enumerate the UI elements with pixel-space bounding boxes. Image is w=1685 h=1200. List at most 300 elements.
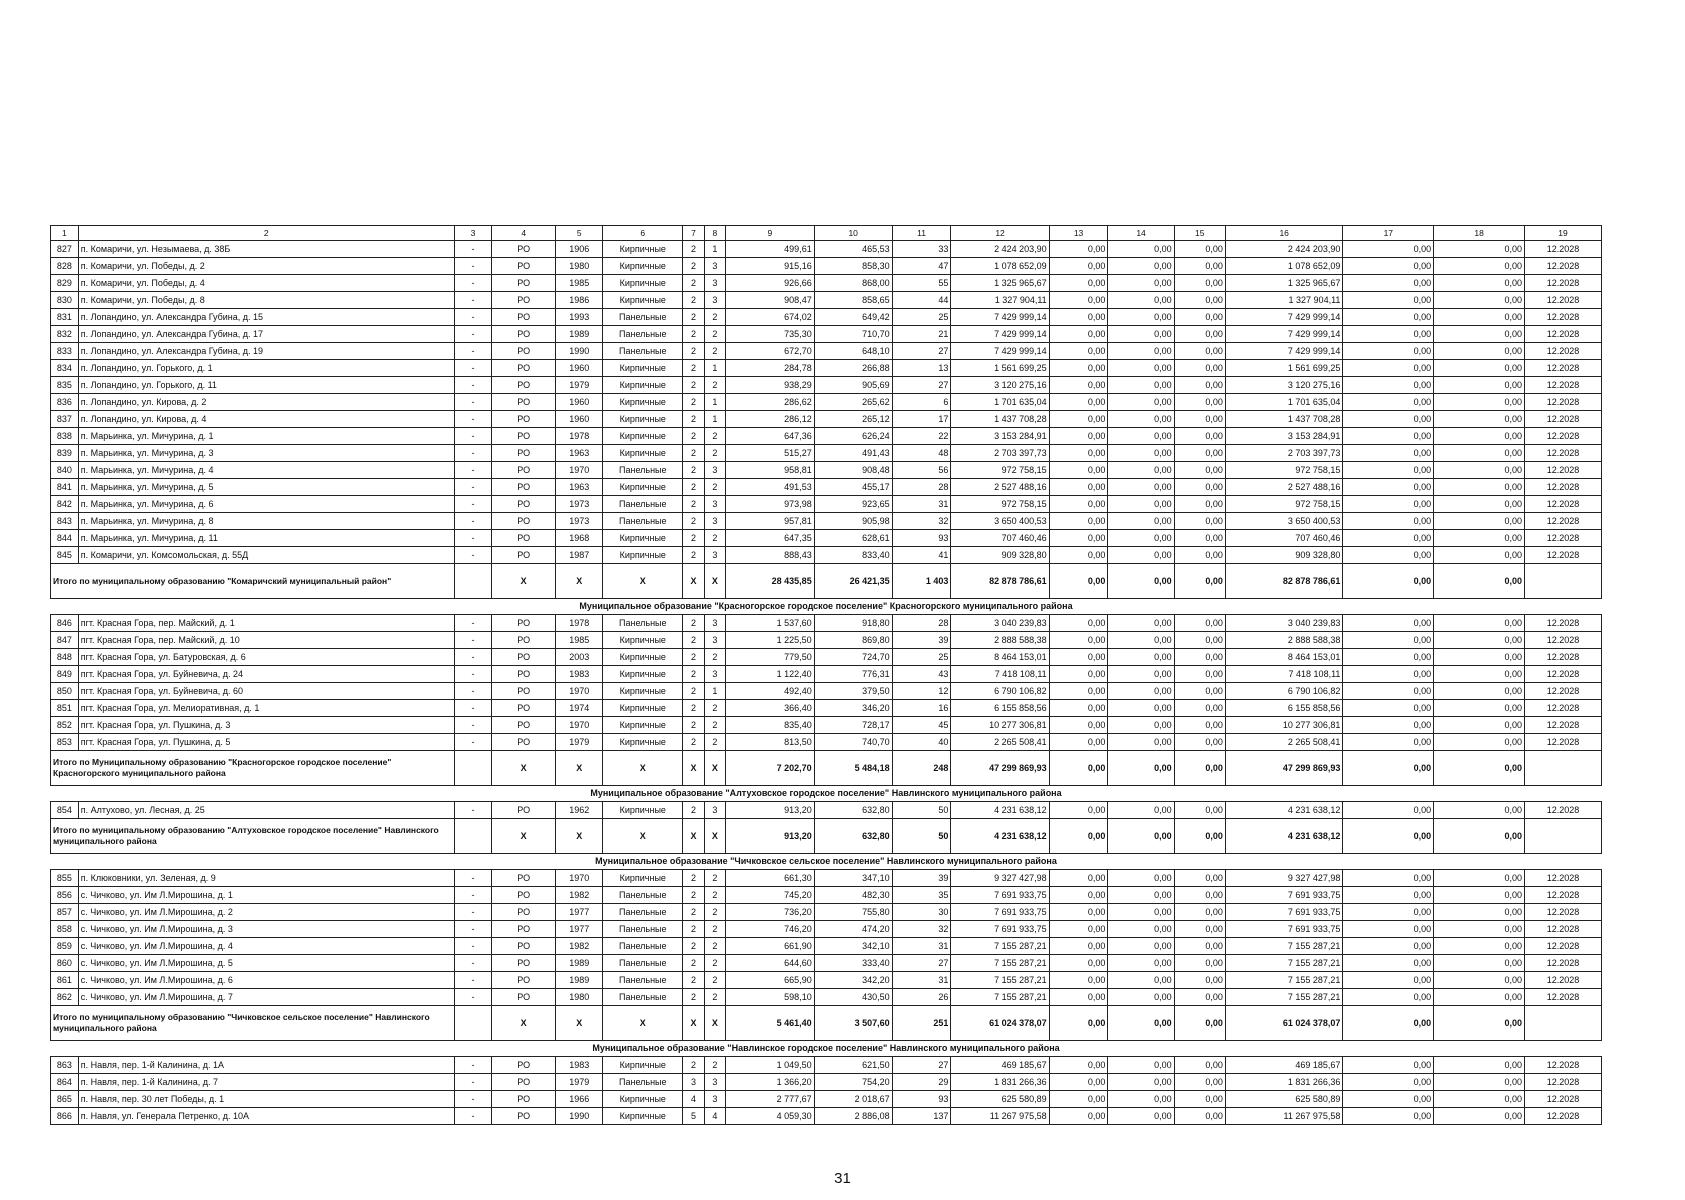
table-cell: РО (492, 700, 556, 717)
table-cell: 11 267 975,58 (951, 1108, 1049, 1125)
table-cell: 7 155 287,21 (1225, 938, 1343, 955)
table-cell: п. Лопандино, ул. Александра Губина, д. 15 (78, 309, 454, 326)
table-cell: 1 325 965,67 (1225, 275, 1343, 292)
table-cell: РО (492, 309, 556, 326)
table-cell: 854 (51, 802, 79, 819)
table-cell: 21 (892, 326, 951, 343)
table-cell: 366,40 (726, 700, 815, 717)
table-cell: 7 429 999,14 (951, 343, 1049, 360)
table-cell: 0,00 (1434, 275, 1525, 292)
table-cell: 0,00 (1049, 615, 1108, 632)
table-cell: 2 (704, 955, 725, 972)
table-cell: п. Лопандино, ул. Горького, д. 11 (78, 377, 454, 394)
subtotal-cell (454, 819, 491, 854)
table-cell: 0,00 (1434, 513, 1525, 530)
table-cell: - (454, 1108, 491, 1125)
table-cell: 0,00 (1434, 1108, 1525, 1125)
table-cell: 2 (683, 394, 704, 411)
table-cell: - (454, 955, 491, 972)
table-cell: 342,10 (814, 938, 892, 955)
table-cell: 0,00 (1049, 717, 1108, 734)
subtotal-cell: 47 299 869,93 (951, 751, 1049, 786)
table-row (51, 513, 1602, 530)
table-cell: 972 758,15 (1225, 496, 1343, 513)
table-cell: с. Чичково, ул. Им Л.Мирошина, д. 1 (78, 887, 454, 904)
table-cell: Кирпичные (603, 632, 683, 649)
table-cell: 909 328,80 (951, 547, 1049, 564)
table-cell: 740,70 (814, 734, 892, 751)
table-row (51, 496, 1602, 513)
table-cell: 905,98 (814, 513, 892, 530)
table-cell: 909 328,80 (1225, 547, 1343, 564)
table-cell: РО (492, 428, 556, 445)
table-cell: 0,00 (1174, 309, 1225, 326)
table-cell: 1983 (556, 666, 603, 683)
table-cell: 0,00 (1174, 700, 1225, 717)
table-cell: 22 (892, 428, 951, 445)
table-cell: 7 418 108,11 (1225, 666, 1343, 683)
table-cell: 0,00 (1049, 292, 1108, 309)
table-cell: 7 155 287,21 (951, 938, 1049, 955)
table-cell: 754,20 (814, 1074, 892, 1091)
subtotal-cell: 1 403 (892, 564, 951, 599)
table-cell: 27 (892, 1057, 951, 1074)
table-cell: 868,00 (814, 275, 892, 292)
table-cell: 56 (892, 462, 951, 479)
table-cell: 0,00 (1174, 1074, 1225, 1091)
subtotal-cell (1524, 1006, 1601, 1041)
table-row (51, 479, 1602, 496)
table-cell: 0,00 (1343, 649, 1434, 666)
table-cell: 3 (704, 462, 725, 479)
table-cell: 2 (704, 904, 725, 921)
column-number-cell: 11 (892, 226, 951, 241)
table-cell: 491,43 (814, 445, 892, 462)
table-cell: 0,00 (1108, 1074, 1174, 1091)
table-cell: 2 (683, 479, 704, 496)
table-cell: 0,00 (1343, 258, 1434, 275)
table-cell: РО (492, 1091, 556, 1108)
table-cell: 840 (51, 462, 79, 479)
subtotal-cell: 0,00 (1174, 564, 1225, 599)
table-cell: 12.2028 (1524, 530, 1601, 547)
table-cell: 850 (51, 683, 79, 700)
table-cell: 465,53 (814, 241, 892, 258)
table-cell: 0,00 (1049, 734, 1108, 751)
table-row (51, 1074, 1602, 1091)
table-cell: 1 701 635,04 (951, 394, 1049, 411)
table-cell: 0,00 (1108, 241, 1174, 258)
table-cell: Кирпичные (603, 683, 683, 700)
table-cell: - (454, 479, 491, 496)
table-cell: 0,00 (1174, 241, 1225, 258)
table-cell: РО (492, 547, 556, 564)
table-row (51, 1057, 1602, 1074)
subtotal-cell: 0,00 (1434, 564, 1525, 599)
table-cell: РО (492, 241, 556, 258)
table-cell: 1963 (556, 479, 603, 496)
table-cell: - (454, 632, 491, 649)
table-cell: 856 (51, 887, 79, 904)
table-cell: 0,00 (1174, 479, 1225, 496)
table-cell: 973,98 (726, 496, 815, 513)
table-cell: 2 (683, 649, 704, 666)
subtotal-cell: 0,00 (1108, 564, 1174, 599)
table-row (51, 717, 1602, 734)
table-cell: 833,40 (814, 547, 892, 564)
table-cell: 27 (892, 343, 951, 360)
table-cell: РО (492, 717, 556, 734)
table-cell: 0,00 (1174, 734, 1225, 751)
table-cell: 8 464 153,01 (951, 649, 1049, 666)
table-cell: Кирпичные (603, 1091, 683, 1108)
subtotal-cell: Х (683, 819, 704, 854)
table-cell: 2 (704, 479, 725, 496)
table-cell: 12.2028 (1524, 258, 1601, 275)
column-number-row (51, 226, 1602, 241)
table-cell: 469 185,67 (1225, 1057, 1343, 1074)
table-cell: 0,00 (1434, 411, 1525, 428)
table-cell: 972 758,15 (1225, 462, 1343, 479)
subtotal-label: Итого по муниципальному образованию "Чичковское сельское поселение" Навлинского муниципального района (51, 1006, 455, 1041)
table-cell: 2 (704, 445, 725, 462)
table-cell: 0,00 (1049, 445, 1108, 462)
table-row (51, 309, 1602, 326)
table-cell: 0,00 (1434, 309, 1525, 326)
table-cell: 0,00 (1108, 1108, 1174, 1125)
table-cell: 3 (704, 258, 725, 275)
table-cell: 626,24 (814, 428, 892, 445)
table-cell: 28 (892, 615, 951, 632)
table-cell: РО (492, 513, 556, 530)
table-cell: 286,12 (726, 411, 815, 428)
subtotal-cell: 47 299 869,93 (1225, 751, 1343, 786)
table-cell: 0,00 (1049, 666, 1108, 683)
table-cell: 2 (683, 989, 704, 1006)
table-cell: 12.2028 (1524, 326, 1601, 343)
subtotal-cell: 82 878 786,61 (1225, 564, 1343, 599)
table-cell: п. Навля, ул. Генерала Петренко, д. 10А (78, 1108, 454, 1125)
table-cell: 2 (683, 547, 704, 564)
table-cell: п. Марьинка, ул. Мичурина, д. 8 (78, 513, 454, 530)
table-cell: 905,69 (814, 377, 892, 394)
table-cell: п. Марьинка, ул. Мичурина, д. 4 (78, 462, 454, 479)
table-cell: 0,00 (1108, 513, 1174, 530)
table-cell: п. Комаричи, ул. Комсомольская, д. 55Д (78, 547, 454, 564)
table-cell: 0,00 (1434, 938, 1525, 955)
table-cell: 12.2028 (1524, 292, 1601, 309)
table-cell: 2 888 588,38 (1225, 632, 1343, 649)
table-cell: 0,00 (1108, 326, 1174, 343)
table-cell: 0,00 (1174, 428, 1225, 445)
table-cell: 853 (51, 734, 79, 751)
table-cell: 0,00 (1174, 462, 1225, 479)
table-cell: 6 155 858,56 (1225, 700, 1343, 717)
table-cell: Кирпичные (603, 292, 683, 309)
table-cell: 7 155 287,21 (1225, 955, 1343, 972)
table-cell: 0,00 (1049, 887, 1108, 904)
table-cell: 2 (704, 921, 725, 938)
table-cell: Кирпичные (603, 1108, 683, 1125)
table-cell: 1 (704, 683, 725, 700)
housing-register-table (50, 225, 1602, 1125)
table-cell: Кирпичные (603, 717, 683, 734)
table-cell: 849 (51, 666, 79, 683)
table-cell: 3 120 275,16 (951, 377, 1049, 394)
table-cell: п. Комаричи, ул. Незымаева, д. 38Б (78, 241, 454, 258)
table-cell: - (454, 938, 491, 955)
table-cell: Кирпичные (603, 445, 683, 462)
table-cell: 958,81 (726, 462, 815, 479)
table-cell: 0,00 (1343, 1091, 1434, 1108)
table-cell: 2 (704, 989, 725, 1006)
table-cell: 861 (51, 972, 79, 989)
table-cell: 0,00 (1108, 870, 1174, 887)
table-row (51, 904, 1602, 921)
subtotal-cell: 0,00 (1108, 1006, 1174, 1041)
table-cell: 1 (704, 241, 725, 258)
subtotal-cell: Х (556, 751, 603, 786)
table-cell: 2 888 588,38 (951, 632, 1049, 649)
table-cell: 0,00 (1343, 394, 1434, 411)
table-cell: 833 (51, 343, 79, 360)
table-cell: РО (492, 649, 556, 666)
table-cell: 1960 (556, 360, 603, 377)
table-cell: 0,00 (1174, 666, 1225, 683)
table-cell: Панельные (603, 887, 683, 904)
table-cell: 0,00 (1343, 887, 1434, 904)
table-cell: 12.2028 (1524, 921, 1601, 938)
table-cell: 12.2028 (1524, 802, 1601, 819)
subtotal-cell: 28 435,85 (726, 564, 815, 599)
section-heading: Муниципальное образование "Красногорское городское поселение" Красногорского муниципального района (51, 599, 1602, 615)
subtotal-cell: 4 231 638,12 (951, 819, 1049, 854)
table-cell: 1989 (556, 972, 603, 989)
table-cell: 2 (683, 887, 704, 904)
table-cell: 4 231 638,12 (1225, 802, 1343, 819)
table-cell: 0,00 (1434, 802, 1525, 819)
table-cell: РО (492, 938, 556, 955)
subtotal-cell: 61 024 378,07 (1225, 1006, 1343, 1041)
table-cell: РО (492, 904, 556, 921)
table-cell: 0,00 (1174, 904, 1225, 921)
table-cell: 0,00 (1174, 1091, 1225, 1108)
table-cell: 2 (704, 428, 725, 445)
table-cell: 0,00 (1434, 904, 1525, 921)
table-row (51, 734, 1602, 751)
table-cell: Панельные (603, 904, 683, 921)
subtotal-cell: 0,00 (1174, 751, 1225, 786)
table-cell: 0,00 (1108, 938, 1174, 955)
section-heading-row (51, 1041, 1602, 1057)
subtotal-cell: 0,00 (1174, 1006, 1225, 1041)
table-cell: 707 460,46 (1225, 530, 1343, 547)
table-cell: п. Лопандино, ул. Кирова, д. 4 (78, 411, 454, 428)
subtotal-cell: 248 (892, 751, 951, 786)
table-cell: 598,10 (726, 989, 815, 1006)
table-cell: 0,00 (1343, 938, 1434, 955)
table-cell: 2 (683, 972, 704, 989)
table-cell: 469 185,67 (951, 1057, 1049, 1074)
table-cell: 2 (683, 938, 704, 955)
table-cell: 0,00 (1108, 360, 1174, 377)
table-cell: 0,00 (1108, 343, 1174, 360)
table-cell: 0,00 (1049, 938, 1108, 955)
table-cell: - (454, 1057, 491, 1074)
table-cell: 1 325 965,67 (951, 275, 1049, 292)
table-cell: 3 (683, 1074, 704, 1091)
table-cell: 0,00 (1434, 241, 1525, 258)
subtotal-cell: 7 202,70 (726, 751, 815, 786)
table-cell: 93 (892, 1091, 951, 1108)
table-cell: 12.2028 (1524, 275, 1601, 292)
table-cell: 6 790 106,82 (951, 683, 1049, 700)
subtotal-cell: Х (683, 1006, 704, 1041)
table-cell: п. Клюковники, ул. Зеленая, д. 9 (78, 870, 454, 887)
table-cell: 12 (892, 683, 951, 700)
column-number-cell: 3 (454, 226, 491, 241)
table-cell: пгт. Красная Гора, ул. Батуровская, д. 6 (78, 649, 454, 666)
table-cell: 12.2028 (1524, 428, 1601, 445)
table-cell: 2 (704, 870, 725, 887)
subtotal-cell: 0,00 (1049, 1006, 1108, 1041)
column-number-cell: 9 (726, 226, 815, 241)
table-cell: 0,00 (1343, 309, 1434, 326)
subtotal-row (51, 1006, 1602, 1041)
table-cell: 1990 (556, 343, 603, 360)
table-cell: 1978 (556, 615, 603, 632)
table-cell: 0,00 (1343, 955, 1434, 972)
table-cell: РО (492, 615, 556, 632)
table-row (51, 870, 1602, 887)
table-cell: 2 (683, 513, 704, 530)
subtotal-cell: 632,80 (814, 819, 892, 854)
table-cell: 0,00 (1108, 411, 1174, 428)
table-cell: 31 (892, 496, 951, 513)
table-cell: 7 155 287,21 (951, 955, 1049, 972)
table-cell: 12.2028 (1524, 683, 1601, 700)
table-cell: п. Марьинка, ул. Мичурина, д. 11 (78, 530, 454, 547)
table-cell: 0,00 (1049, 632, 1108, 649)
table-cell: 0,00 (1174, 394, 1225, 411)
table-cell: 2 (704, 938, 725, 955)
subtotal-cell (1524, 564, 1601, 599)
subtotal-cell: Х (492, 751, 556, 786)
table-cell: 0,00 (1108, 921, 1174, 938)
table-cell: 10 277 306,81 (951, 717, 1049, 734)
table-cell: 661,90 (726, 938, 815, 955)
table-cell: 0,00 (1049, 496, 1108, 513)
table-cell: 7 155 287,21 (1225, 989, 1343, 1006)
table-cell: 1 078 652,09 (1225, 258, 1343, 275)
column-number-cell: 5 (556, 226, 603, 241)
table-cell: 41 (892, 547, 951, 564)
table-cell: 0,00 (1049, 309, 1108, 326)
table-cell: 55 (892, 275, 951, 292)
section-heading-row (51, 599, 1602, 615)
table-cell: 1979 (556, 734, 603, 751)
subtotal-cell: Х (556, 564, 603, 599)
table-cell: 12.2028 (1524, 904, 1601, 921)
subtotal-cell: Х (704, 819, 725, 854)
table-cell: РО (492, 411, 556, 428)
table-cell: 972 758,15 (951, 462, 1049, 479)
table-row (51, 683, 1602, 700)
table-cell: 845 (51, 547, 79, 564)
table-cell: 0,00 (1343, 292, 1434, 309)
table-cell: 841 (51, 479, 79, 496)
table-cell: 2 (704, 530, 725, 547)
table-cell: п. Лопандино, ул. Александра Губина, д. 19 (78, 343, 454, 360)
table-cell: 0,00 (1174, 887, 1225, 904)
table-cell: 2 (704, 649, 725, 666)
table-cell: Панельные (603, 938, 683, 955)
table-cell: 7 429 999,14 (951, 326, 1049, 343)
table-cell: 12.2028 (1524, 445, 1601, 462)
table-cell: - (454, 343, 491, 360)
table-cell: 632,80 (814, 802, 892, 819)
table-cell: 491,53 (726, 479, 815, 496)
table-cell: 0,00 (1108, 309, 1174, 326)
table-cell: 0,00 (1174, 938, 1225, 955)
table-cell: 0,00 (1108, 632, 1174, 649)
table-cell: РО (492, 394, 556, 411)
table-cell: Кирпичные (603, 411, 683, 428)
table-cell: 3 040 239,83 (1225, 615, 1343, 632)
table-cell: 12.2028 (1524, 547, 1601, 564)
table-cell: - (454, 530, 491, 547)
table-cell: 0,00 (1174, 411, 1225, 428)
table-cell: 7 691 933,75 (951, 921, 1049, 938)
table-cell: 0,00 (1434, 615, 1525, 632)
table-cell: 17 (892, 411, 951, 428)
table-cell: - (454, 258, 491, 275)
table-cell: 0,00 (1434, 921, 1525, 938)
subtotal-cell: Х (683, 564, 704, 599)
table-cell: - (454, 513, 491, 530)
table-cell: Кирпичные (603, 700, 683, 717)
table-cell: Панельные (603, 309, 683, 326)
subtotal-cell (454, 751, 491, 786)
subtotal-cell: Х (492, 564, 556, 599)
table-cell: 0,00 (1343, 1057, 1434, 1074)
table-cell: - (454, 275, 491, 292)
subtotal-cell: 4 231 638,12 (1225, 819, 1343, 854)
table-cell: 0,00 (1049, 241, 1108, 258)
table-cell: 4 059,30 (726, 1108, 815, 1125)
table-cell: 2 (704, 717, 725, 734)
subtotal-cell: 0,00 (1108, 751, 1174, 786)
table-cell: 379,50 (814, 683, 892, 700)
table-cell: - (454, 411, 491, 428)
table-cell: 860 (51, 955, 79, 972)
table-cell: 915,16 (726, 258, 815, 275)
table-cell: 137 (892, 1108, 951, 1125)
table-cell: 93 (892, 530, 951, 547)
table-cell: с. Чичково, ул. Им Л.Мирошина, д. 5 (78, 955, 454, 972)
table-cell: 347,10 (814, 870, 892, 887)
table-cell: 0,00 (1434, 547, 1525, 564)
subtotal-cell: 61 024 378,07 (951, 1006, 1049, 1041)
table-cell: 1983 (556, 1057, 603, 1074)
column-number-cell: 12 (951, 226, 1049, 241)
table-cell: 832 (51, 326, 79, 343)
table-cell: 11 267 975,58 (1225, 1108, 1343, 1125)
subtotal-cell: Х (603, 564, 683, 599)
table-cell: 621,50 (814, 1057, 892, 1074)
table-cell: 2 527 488,16 (1225, 479, 1343, 496)
subtotal-cell (1524, 819, 1601, 854)
